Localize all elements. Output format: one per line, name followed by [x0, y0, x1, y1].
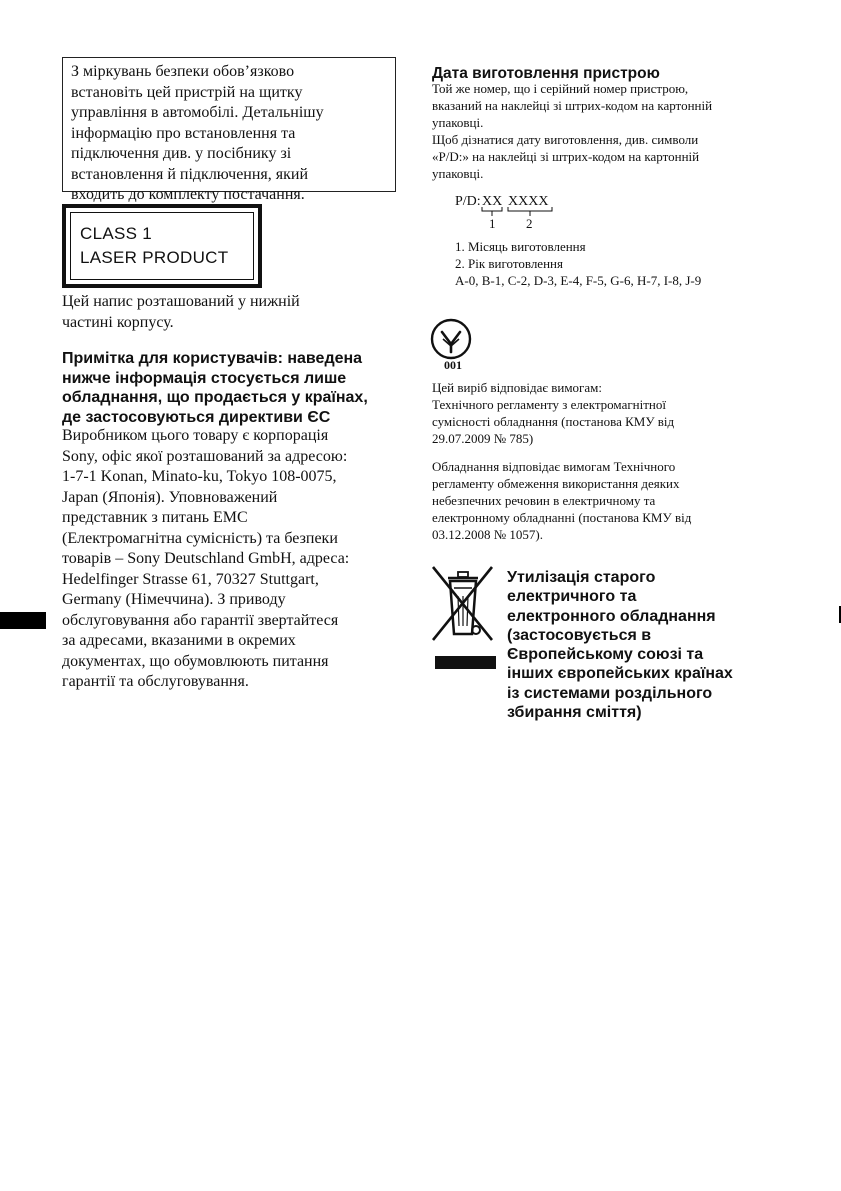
laser-class-label	[62, 204, 262, 288]
pd-year-part: XXXX	[508, 194, 549, 209]
conformity-mark-number: 001	[444, 358, 462, 372]
eu-notice-heading: Примітка для користувачів: наведена нижче інформація стосується лише обладнання, що продається у країнах, де застосовуються директиви ЄС	[62, 350, 368, 426]
pd-code-diagram	[455, 193, 585, 233]
emc-compliance-text: Цей виріб відповідає вимогам: Технічного регламенту з електромагнітної сумісності обладнання (постанова КМУ від 29.07.2009 № 785)	[432, 380, 675, 446]
eu-notice-body: Виробником цього товару є корпорація Sony, офіс якої розташований за адресою: 1-7-1 Konan, Minato-ku, Tokyo 108-0075, Japan (Японія). Уповноважений представник з питань EMC (Електромагнітна сумісність) та безпеки товарів – Sony Deutschland GmbH, адреса: Hedelfinger Strasse 61, 70327 Stuttgart, Germany (Німеччина). З приводу обслуговування або гарантії звертайтеся за адресами, вказаними в окремих документах, що обумовлюють питання гарантії та обслуговування.	[62, 427, 350, 690]
pd-brackets	[455, 193, 585, 223]
laser-location-text: Цей напис розташований у нижній частині корпусу.	[62, 293, 300, 331]
safety-notice-line: встановіть цей пристрій на щитку	[71, 83, 303, 101]
manufacture-legend: 1. Місяць виготовлення 2. Рік виготовлення A-0, B-1, C-2, D-3, E-4, F-5, G-6, H-7, I-8, J-9	[455, 239, 702, 288]
manufacture-date-heading: Дата виготовлення пристрою	[432, 65, 660, 82]
weee-crossed-bin-icon	[430, 564, 500, 672]
weee-heading: Утилізація старого електричного та електронного обладнання (застосовується в Європейському союзі та інших європейських країнах із системами роздільного збирання сміття)	[507, 569, 733, 722]
manufacture-date-body: Той же номер, що і серійний номер пристрою, вказаний на наклейці зі штрих-кодом на картонній упаковці. Щоб дізнатися дату виготовлення, див. символи «P/D:» на наклейці зі штрих-кодом на картонній упаковці.	[432, 81, 713, 181]
pd-label-2: 2	[526, 216, 533, 231]
pd-prefix: P/D:	[455, 194, 481, 209]
safety-notice-line: встановлення й підключення, який	[71, 165, 309, 183]
rohs-compliance-text: Обладнання відповідає вимогам Технічного регламенту обмеження використання деяких небезпечних речовин в електричному та електронному обладнанні (постанова КМУ від 03.12.2008 № 1057).	[432, 459, 692, 542]
pd-label-1: 1	[489, 216, 496, 231]
safety-notice-box	[62, 57, 396, 203]
safety-notice-line: підключення див. у посібнику зі	[71, 145, 292, 162]
safety-notice-line: З міркувань безпеки обов’язково	[71, 63, 295, 80]
pd-month-part: XX	[482, 194, 503, 209]
laser-class-text: CLASS 1	[80, 224, 153, 243]
laser-product-text: LASER PRODUCT	[80, 248, 229, 267]
safety-notice-line: входить до комплекту постачання.	[71, 186, 305, 203]
safety-notice-line: управління в автомобілі. Детальнішу	[71, 104, 324, 121]
safety-notice-line: інформацію про встановлення та	[71, 124, 296, 142]
language-tab-marker	[0, 612, 46, 629]
